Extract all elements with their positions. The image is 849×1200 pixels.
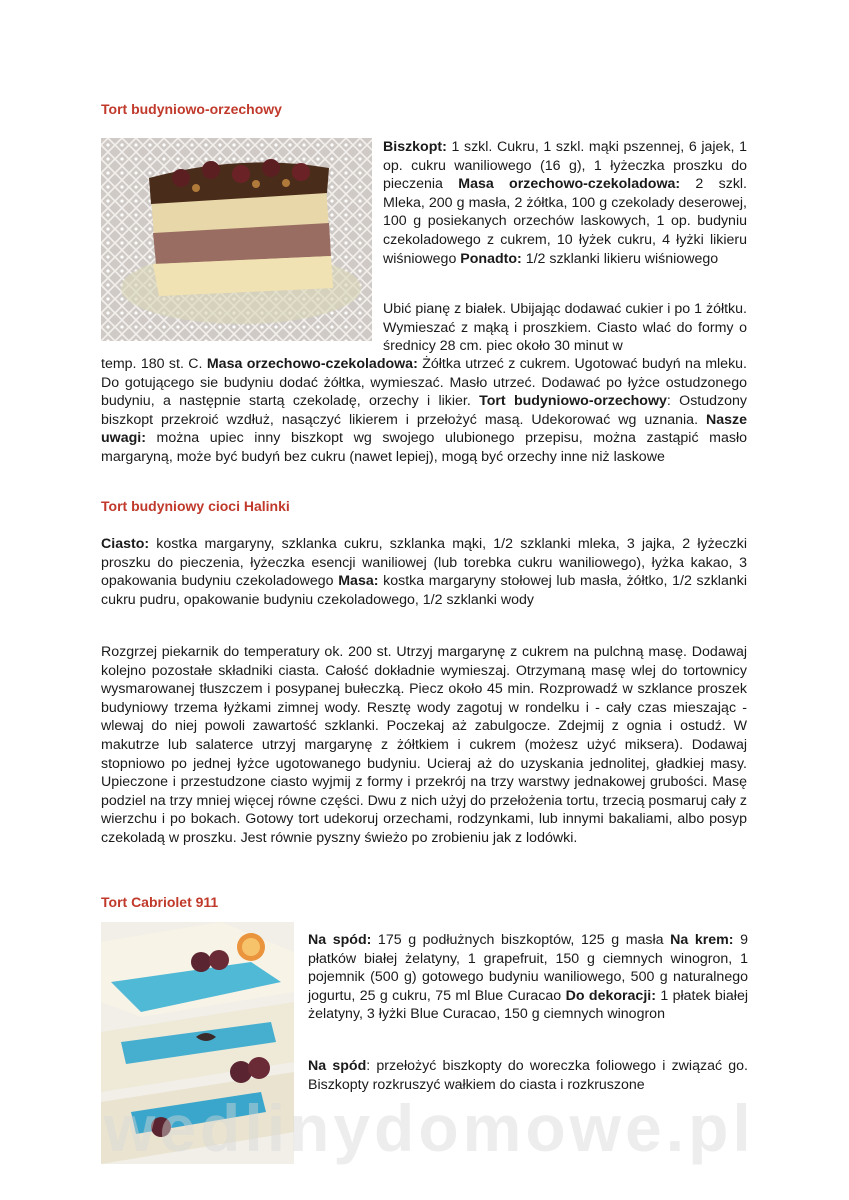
ingredient-label: Do dekoracji: xyxy=(565,987,656,1004)
method-text: : przełożyć biszkopty do woreczka foliowego i związać go. Biszkopty rozkruszyć wałkiem do ciasta i rozkruszone xyxy=(308,1058,748,1093)
method-text: : Ostudzony biszkopt przekroić wzdłuż, nasączyć likierem i przełożyć masą. Udekorować wg uznania. xyxy=(101,393,747,428)
recipe-method xyxy=(308,1057,748,1094)
method-text: temp. 180 st. C. xyxy=(101,356,207,372)
recipe-method xyxy=(101,355,747,467)
ingredient-text: kostka margaryny stołowej lub masła, żółtko, 1/2 szklanki cukru pudru, opakowanie budyniu czekoladowego, 1/2 szklanki wody xyxy=(101,573,747,608)
method-label: Na spód xyxy=(308,1058,367,1074)
recipe-method: Rozgrzej piekarnik do temperatury ok. 200 st. Utrzyj margarynę z cukrem na pulchną masę. Dodawaj kolejno pozostałe składniki ciasta. Całość dokładnie wymieszaj. Otrzymaną masę wlej do tortownicy wysmarowanej tłuszczem i posypanej bułeczką. Piecz około 45 min. Rozprowadź w szklance proszek budyniowy trzema łyżkami zimnej wody. Resztę wody zagotuj w rondelku i - cały czas mieszając - wlewaj do niej powoli zawartość szklanki. Poczekaj aż zabulgocze. Zdejmij z ognia i ostudź. W makutrze lub salaterce utrzyj margarynę z żółtkiem i cukrem (możesz użyć miksera). Dodawaj stopniowo po jednej łyżce ugotowanego budyniu. Ucieraj aż do uzyskania jednolitej, gładkiej masy. Upieczone i przestudzone ciasto wyjmij z formy i przekrój na trzy warstwy jednakowej grubości. Masę podziel na trzy mniej więcej równe części. Dwu z nich użyj do przełożenia tortu, trzecią posmaruj cały z wierzchu i po bokach. Gotowy tort udekoruj orzechami, rodzynkami, lub innymi bakaliami, albo posyp czekoladą w proszku. Jest równie pyszny świeżo po zrobieniu jak z lodówki. xyxy=(101,644,747,846)
ingredient-text: 175 g podłużnych biszkoptów, 125 g masła xyxy=(371,932,671,948)
recipe-ingredients xyxy=(383,138,747,268)
ingredient-label: Na spód: xyxy=(308,932,372,948)
method-label: Masa orzechowo-czekoladowa: xyxy=(206,356,418,372)
ingredient-text: 1 szkl. Cukru, 1 szkl. mąki pszennej, 6 jajek, 1 op. cukru waniliowego (16 g), 1 łyżeczka proszku do pieczenia xyxy=(383,139,747,193)
ingredient-label: Ciasto: xyxy=(101,536,150,552)
ingredient-label: Na krem: xyxy=(670,932,734,948)
recipe-title: Tort budyniowy cioci Halinki xyxy=(101,498,290,514)
ingredient-text: 1/2 szklanki likieru wiśniowego xyxy=(521,250,719,267)
ingredient-label: Biszkopt: xyxy=(383,139,447,155)
ingredient-text: kostka margaryny, szklanka cukru, szklanka mąki, 1/2 szklanki mleka, 3 jajka, 2 łyżeczki proszku do pieczenia, łyżeczka esencji waniliowej (lub torebka cukru waniliowego), łyżka kakao, 3 opakowania budyniu czekoladowego xyxy=(101,536,747,590)
ingredient-label: Masa: xyxy=(338,573,379,590)
recipe-title: Tort Cabriolet 911 xyxy=(101,894,219,910)
watermark: wedlinydomowe.pl xyxy=(104,1091,755,1165)
recipe-method-intro: Ubić pianę z białek. Ubijając dodawać cukier i po 1 żółtku. Wymieszać z mąką i proszkiem. Ciasto wlać do formy o średnicy 28 cm. piec około 30 minut w xyxy=(383,301,747,355)
ingredient-text: 2 szkl. Mleka, 200 g masła, 2 żółtka, 100 g czekolady deserowej, 100 g posiekanych orzechów laskowych, 1 op. budyniu czekoladowego z cukrem, 10 łyżek cukru, 4 łyżki likieru wiśniowego xyxy=(383,176,748,267)
ingredient-text: 1 płatek białej żelatyny, 3 łyżki Blue Curacao, 150 g ciemnych winogron xyxy=(308,987,749,1023)
method-label: Nasze uwagi: xyxy=(101,411,747,447)
recipe-ingredients xyxy=(308,931,748,1024)
cake-photo-walnut xyxy=(101,138,372,341)
cake-photo-cabriolet xyxy=(101,922,294,1164)
ingredient-text: 9 płatków białej żelatyny, 1 grapefruit, 150 g ciemnych winogron, 1 pojemnik (500 g) gotowego budyniu waniliowego, 500 g naturalnego jogurtu, 25 g cukru, 75 ml Blue Curacao xyxy=(308,932,748,1004)
ingredient-label: Masa orzechowo-czekoladowa: xyxy=(458,176,681,193)
recipe-title: Tort budyniowo-orzechowy xyxy=(101,101,282,117)
method-text: Żółtka utrzeć z cukrem. Ugotować budyń na mleku. Do gotującego sie budyniu dodać żółtka, wymieszać. Masło utrzeć. Dodawać po łyżce ostudzonego budyniu, a następnie startą czekoladę, orzechy i likier. xyxy=(101,356,748,410)
ingredient-label: Ponadto: xyxy=(460,250,522,267)
recipe-ingredients xyxy=(101,535,747,609)
method-label: Tort budyniowo-orzechowy xyxy=(479,393,667,410)
method-text: można upiec inny biszkopt wg swojego ulubionego przepisu, można zastąpić masło margaryną, może być budyń bez cukru (nawet lepiej), mogą być orzechy inne niż laskowe xyxy=(101,430,747,465)
